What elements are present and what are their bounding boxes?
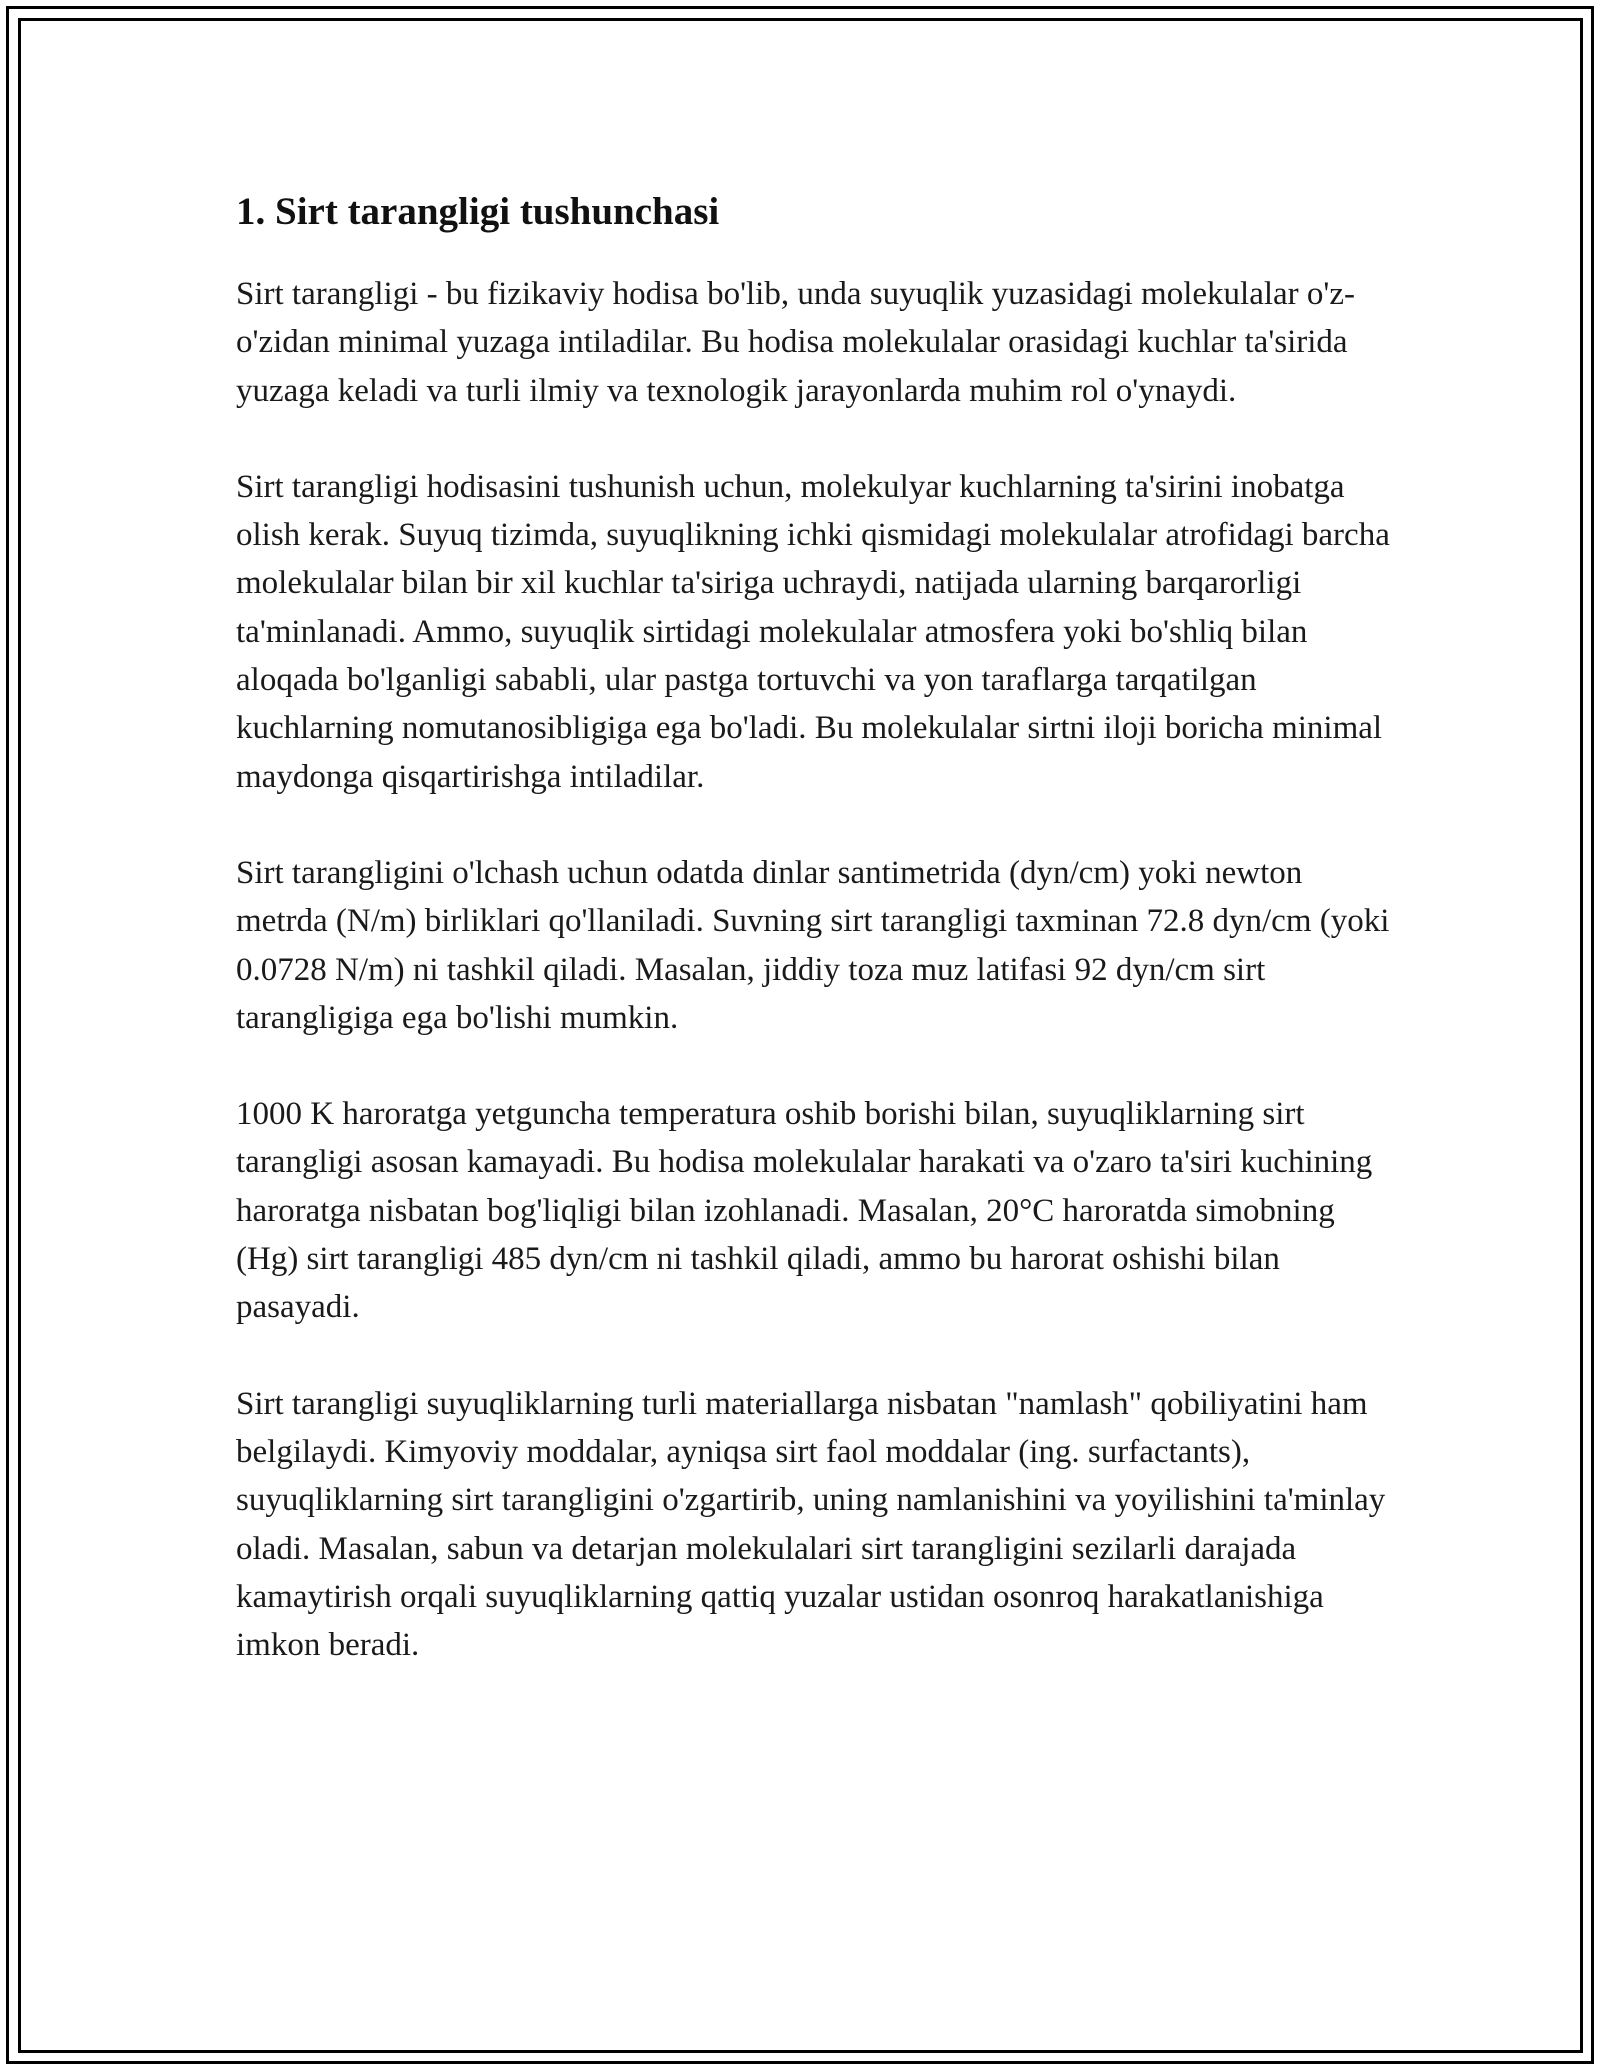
- paragraph-molecular-forces: Sirt tarangligi hodisasini tushunish uchun, molekulyar kuchlarning ta'sirini inobatga olish kerak. Suyuq tizimda, suyuqlikning ichki qismidagi molekulalar atrofidagi barcha molekulalar bilan bir xil kuchlar ta'siriga uchraydi, natijada ularning barqarorligi ta'minlanadi. Ammo, suyuqlik sirtidagi molekulalar atmosfera yoki bo'shliq bilan aloqada bo'lganligi sababli, ular pastga tortuvchi va yon taraflarga tarqatilgan kuchlarning nomutanosibligiga ega bo'ladi. Bu molekulalar sirtni iloji boricha minimal maydonga qisqartirishga intiladilar.: [236, 468, 1390, 795]
- document-body: [236, 186, 1396, 1717]
- section-heading: 1. Sirt tarangligi tushunchasi: [236, 190, 720, 233]
- paragraph-definition: Sirt tarangligi - bu fizikaviy hodisa bo'lib, unda suyuqlik yuzasidagi molekulalar o'z-o'zidan minimal yuzaga intiladilar. Bu hodisa molekulalar orasidagi kuchlar ta'sirida yuzaga keladi va turli ilmiy va texnologik jarayonlarda muhim rol o'ynaydi.: [236, 276, 1355, 409]
- paragraph-wetting-surfactants: Sirt tarangligi suyuqliklarning turli materiallarga nisbatan "namlash" qobiliyatini ham belgilaydi. Kimyoviy moddalar, ayniqsa sirt faol moddalar (ing. surfactants), suyuqliklarning sirt tarangligini o'zgartirib, uning namlanishini va yoyilishini ta'minlay oladi. Masalan, sabun va detarjan molekulalari sirt tarangligini sezilarli darajada kamaytirish orqali suyuqliklarning qattiq yuzalar ustidan osonroq harakatlanishiga imkon beradi.: [236, 1385, 1386, 1664]
- paragraph-temperature-dependence: 1000 K haroratga yetguncha temperatura oshib borishi bilan, suyuqliklarning sirt tarangligi asosan kamayadi. Bu hodisa molekulalar harakati va o'zaro ta'siri kuchining haroratga nisbatan bog'liqligi bilan izohlanadi. Masalan, 20°C haroratda simobning (Hg) sirt tarangligi 485 dyn/cm ni tashkil qiladi, ammo bu harorat oshishi bilan pasayadi.: [236, 1096, 1373, 1326]
- paragraph-measurement-units: Sirt tarangligini o'lchash uchun odatda dinlar santimetrida (dyn/cm) yoki newton metrda (N/m) birliklari qo'llaniladi. Suvning sirt tarangligi taxminan 72.8 dyn/cm (yoki 0.0728 N/m) ni tashkil qiladi. Masalan, jiddiy toza muz latifasi 92 dyn/cm sirt tarangligiga ega bo'lishi mumkin.: [236, 854, 1390, 1036]
